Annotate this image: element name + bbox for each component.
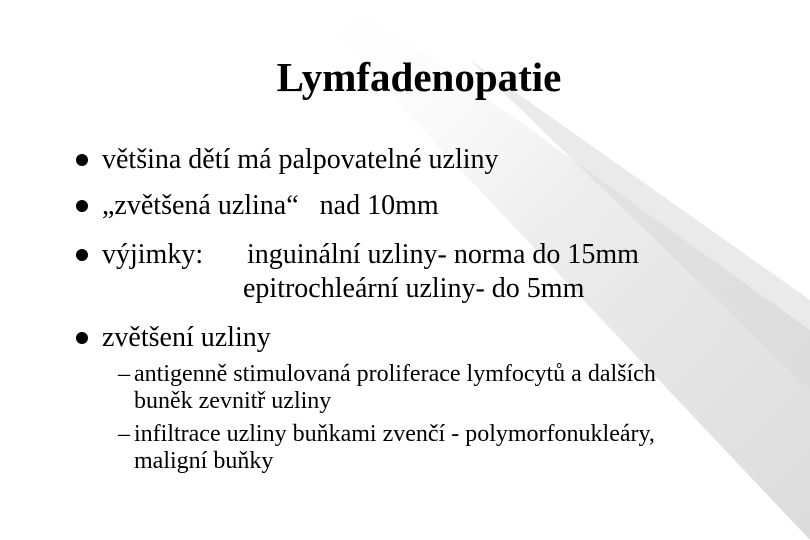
sub-bullet-text-1-line-2: buněk zevnitř uzliny bbox=[134, 388, 332, 414]
sub-bullet-text-2-line-1: infiltrace uzliny buňkami zvenčí - polymorfonukleáry, bbox=[134, 421, 655, 447]
bullet-text-1: většina dětí má palpovatelné uzliny bbox=[102, 144, 499, 175]
bullet-text-3-line-2: epitrochleární uzliny- do 5mm bbox=[243, 273, 585, 304]
sub-bullet-dash-1: – bbox=[118, 361, 130, 387]
bullet-dot-1 bbox=[76, 154, 88, 166]
sub-bullet-dash-2: – bbox=[118, 421, 130, 447]
bullet-dot-3 bbox=[76, 249, 88, 261]
bullet-dot-4 bbox=[76, 332, 88, 344]
sub-bullet-text-1-line-1: antigenně stimulovaná proliferace lymfocytů a dalších bbox=[134, 361, 656, 387]
bullet-text-4: zvětšení uzliny bbox=[102, 322, 271, 353]
bullet-label-3: výjimky: bbox=[102, 239, 204, 270]
slide-title: Lymfadenopatie bbox=[276, 54, 562, 100]
bullet-text-2: „zvětšená uzlina“ nad 10mm bbox=[102, 190, 439, 221]
bullet-dot-2 bbox=[76, 200, 88, 212]
sub-bullet-text-2-line-2: maligní buňky bbox=[134, 448, 274, 474]
bullet-text-3-line-1: inguinální uzliny- norma do 15mm bbox=[247, 239, 639, 270]
